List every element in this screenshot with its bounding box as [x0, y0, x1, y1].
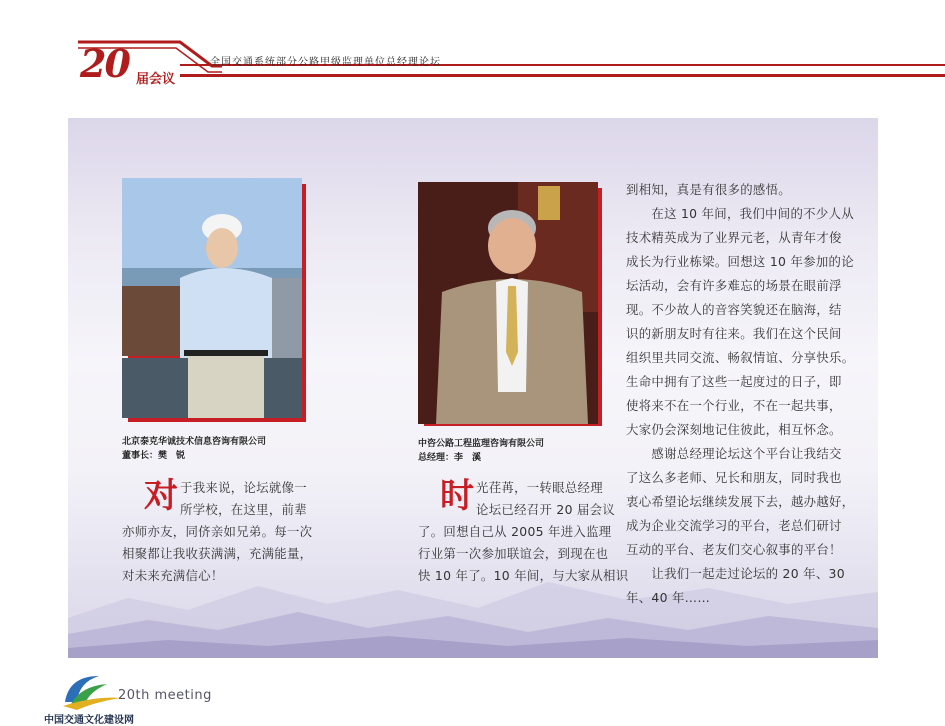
- text-line: 衷心希望论坛继续发展下去，越办越好，: [626, 494, 855, 509]
- text-line: 技术精英成为了业界元老，从青年才俊: [626, 230, 842, 245]
- text-line: 对未来充满信心！: [122, 568, 224, 583]
- text-line: 所学校，在这里，前辈: [180, 502, 307, 517]
- caption-right: [418, 437, 544, 465]
- text-line: 生命中拥有了这些一起度过的日子，即: [626, 374, 842, 389]
- text-line: 光荏苒，一转眼总经理: [476, 480, 603, 495]
- dropcap-left: 对: [144, 476, 178, 516]
- text-line: 成长为行业栋梁。回想这 10 年参加的论: [626, 254, 854, 269]
- text-line: 亦师亦友，同侪亲如兄弟。每一次: [122, 524, 313, 539]
- text-line: 大家仍会深刻地记住彼此，相互怀念。: [626, 422, 842, 437]
- text-line: 互动的平台、老友们交心叙事的平台！: [626, 542, 842, 557]
- company-name-right: 中咨公路工程监理咨询有限公司: [418, 439, 545, 449]
- footer-site-name: 中国交通文化建设网: [44, 715, 134, 726]
- text-line: 在这 10 年间，我们中间的不少人从: [626, 206, 854, 221]
- text-line: 让我们一起走过论坛的 20 年、30: [626, 566, 845, 581]
- person-title-left: 董事长：樊 锐: [122, 451, 186, 461]
- meeting-number-logo: 20: [80, 41, 129, 86]
- text-line: 论坛已经召开 20 届会议: [476, 502, 616, 517]
- header-rule-thick: [180, 74, 945, 77]
- text-line: 识的新朋友时有往来。我们在这个民间: [626, 326, 842, 341]
- text-line: 行业第一次参加联谊会，到现在也: [418, 546, 609, 561]
- text-line: 年、40 年……: [626, 590, 711, 605]
- forum-title: 全国交通系统部分公路甲级监理单位总经理论坛: [210, 57, 441, 68]
- text-line: 成为企业交流学习的平台，老总们研讨: [626, 518, 842, 533]
- text-line: 了。回想自己从 2005 年进入监理: [418, 524, 612, 539]
- portrait-photo-right: [418, 182, 598, 424]
- person-title-right: 总经理：李 溪: [418, 453, 482, 463]
- text-line: 坛活动，会有许多难忘的场景在眼前浮: [626, 278, 842, 293]
- text-line: 了这么多老师、兄长和朋友，同时我也: [626, 470, 842, 485]
- text-line: 到相知，真是有很多的感悟。: [626, 182, 791, 197]
- text-line: 使将来不在一个行业，不在一起共事，: [626, 398, 842, 413]
- text-line: 感谢总经理论坛这个平台让我结交: [626, 446, 842, 461]
- footer-meeting-label: 20th meeting: [118, 688, 212, 703]
- text-line: 快 10 年了。10 年间，与大家从相识: [418, 568, 629, 583]
- caption-left: [122, 435, 266, 463]
- text-line: 于我来说，论坛就像一: [180, 480, 307, 495]
- portrait-photo-left: [122, 178, 302, 418]
- meeting-suffix: 届会议: [136, 72, 176, 87]
- text-line: 组织里共同交流、畅叙情谊、分享快乐。: [626, 350, 855, 365]
- text-line: 相聚都让我收获满满，充满能量，: [122, 546, 313, 561]
- company-name-left: 北京泰克华诚技术信息咨询有限公司: [122, 437, 267, 447]
- dropcap-right: 时: [440, 476, 474, 516]
- text-line: 现。不少故人的音容笑貌还在脑海，结: [626, 302, 842, 317]
